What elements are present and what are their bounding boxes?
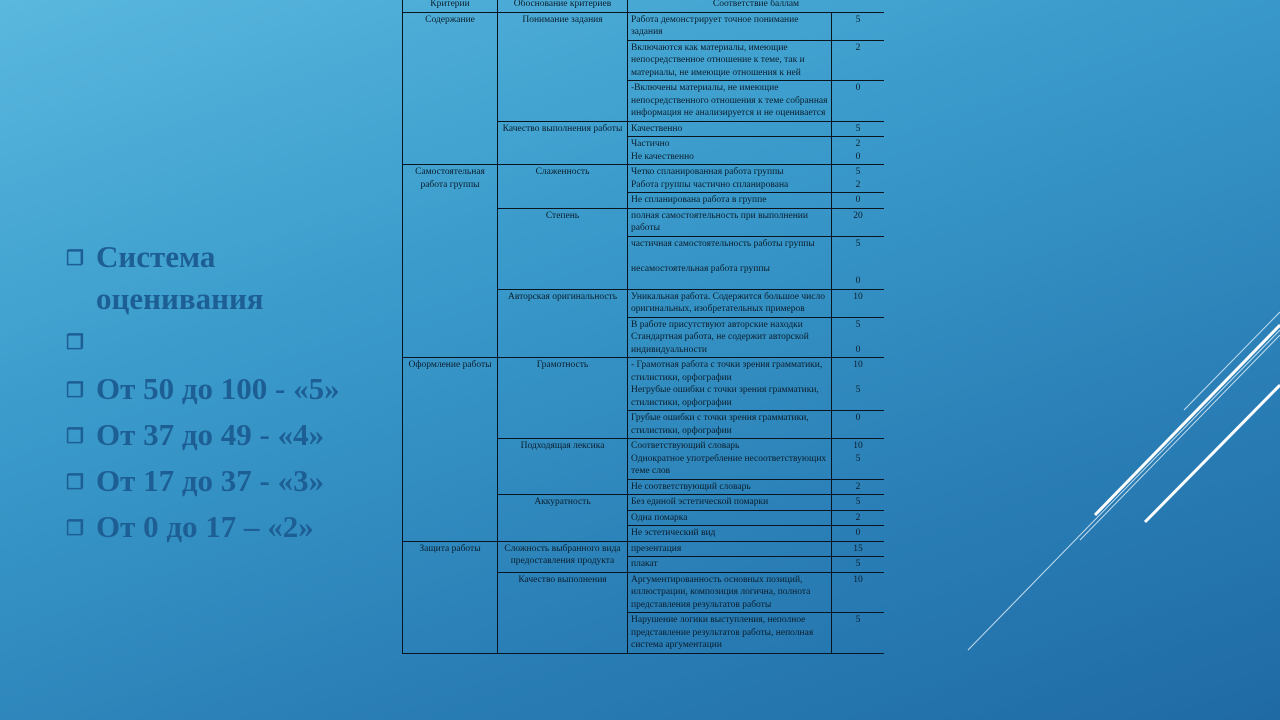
points-cell: 2 <box>832 479 885 495</box>
table-row <box>403 541 885 557</box>
decorative-lines <box>940 290 1280 660</box>
table-body <box>403 12 885 653</box>
points-cell: 5 <box>832 613 885 654</box>
bullet-marker-icon: ❐ <box>66 332 84 354</box>
bullet-marker-icon: ❐ <box>66 518 84 540</box>
basis-cell: Слаженность <box>498 165 628 209</box>
bullet-grade-3 <box>66 460 386 504</box>
description-cell: Не спланирована работа в группе <box>628 193 832 209</box>
bullet-marker-icon: ❐ <box>66 472 84 494</box>
bullet-title <box>66 236 386 320</box>
description-cell: плакат <box>628 557 832 573</box>
description-cell: презентация <box>628 541 832 557</box>
deco-line <box>1095 325 1280 515</box>
basis-cell: Авторская оригинальность <box>498 289 628 358</box>
points-cell: 0 <box>832 81 885 122</box>
points-cell: 10 5 <box>832 358 885 411</box>
points-cell: 2 <box>832 510 885 526</box>
basis-cell: Подходящая лексика <box>498 439 628 495</box>
criterion-cell: Оформление работы <box>403 358 498 542</box>
description-cell: Четко спланированная работа группы Работа группы частично спланирована <box>628 165 832 193</box>
bullet-text: Система оценивания <box>96 239 264 316</box>
points-cell: 2 <box>832 40 885 81</box>
description-cell: Соответствующий словарь Однократное употребление несоответствующих теме слов <box>628 439 832 480</box>
header-basis: Обоснование критериев <box>498 0 628 12</box>
basis-cell: Качество выполнения работы <box>498 121 628 165</box>
points-cell: 0 <box>832 411 885 439</box>
points-cell: 0 <box>832 526 885 542</box>
basis-cell: Грамотность <box>498 358 628 439</box>
description-cell: Аргументированность основных позиций, иллюстрации, композиция логична, полнота представления результатов работы <box>628 572 832 613</box>
description-cell: В работе присутствуют авторские находки Стандартная работа, не содержит авторской индивидуальности <box>628 317 832 358</box>
description-cell: частичная самостоятельность работы группы несамостоятельная работа группы <box>628 236 832 289</box>
deco-line <box>1145 385 1280 522</box>
points-cell: 0 <box>832 193 885 209</box>
bullet-text: От 0 до 17 – «2» <box>96 509 314 544</box>
bullet-grade-2 <box>66 506 386 550</box>
points-cell: 15 <box>832 541 885 557</box>
bullet-text: От 17 до 37 - «3» <box>96 463 325 498</box>
bullet-marker-icon: ❐ <box>66 426 84 448</box>
description-cell: Уникальная работа. Содержится большое число оригинальных, изобретательных примеров <box>628 289 832 317</box>
bullet-marker-icon: ❐ <box>66 380 84 402</box>
basis-cell: Сложность выбранного вида предоставления продукта <box>498 541 628 572</box>
deco-line <box>1184 312 1280 410</box>
points-cell: 5 <box>832 495 885 511</box>
points-cell: 20 <box>832 208 885 236</box>
description-cell: Качественно <box>628 121 832 137</box>
points-cell: 5 <box>832 557 885 573</box>
points-cell: 10 5 <box>832 439 885 480</box>
header-points: Соответствие баллам <box>628 0 885 12</box>
points-cell: 5 2 <box>832 165 885 193</box>
grading-table <box>402 0 884 654</box>
header-criteria: Критерии <box>403 0 498 12</box>
points-cell: 10 <box>832 572 885 613</box>
grading-table-container <box>402 0 884 720</box>
points-cell: 5 <box>832 121 885 137</box>
deco-line <box>968 330 1280 650</box>
description-cell: Одна помарка <box>628 510 832 526</box>
criterion-cell: Защита работы <box>403 541 498 653</box>
basis-cell: Понимание задания <box>498 12 628 121</box>
bullet-text: От 37 до 49 - «4» <box>96 417 325 452</box>
description-cell: Работа демонстрирует точное понимание задания <box>628 12 832 40</box>
criterion-cell: Самостоятельная работа группы <box>403 165 498 358</box>
description-cell: Частично Не качественно <box>628 137 832 165</box>
criterion-cell: Содержание <box>403 12 498 165</box>
description-cell: - Грамотная работа с точки зрения грамматики, стилистики, орфографии Негрубые ошибки с точки зрения грамматики, стилистики, орфографии <box>628 358 832 411</box>
description-cell: Нарушение логики выступления, неполное представление результатов работы, неполная система аргументации <box>628 613 832 654</box>
basis-cell: Аккуратность <box>498 495 628 542</box>
bullet-grade-4 <box>66 414 386 458</box>
basis-cell: Степень <box>498 208 628 289</box>
points-cell: 5 0 <box>832 317 885 358</box>
points-cell: 2 0 <box>832 137 885 165</box>
description-cell: Включаются как материалы, имеющие непосредственное отношение к теме, так и материалы, не имеющие отношения к ней <box>628 40 832 81</box>
points-cell: 10 <box>832 289 885 317</box>
description-cell: Не соответствующий словарь <box>628 479 832 495</box>
basis-cell: Качество выполнения <box>498 572 628 653</box>
bullet-text: От 50 до 100 - «5» <box>96 371 340 406</box>
table-header-row <box>403 0 885 12</box>
bullet-empty <box>66 320 386 366</box>
bullet-grade-5 <box>66 368 386 412</box>
description-cell: полная самостоятельность при выполнении работы <box>628 208 832 236</box>
bullet-list <box>66 236 386 550</box>
deco-line <box>1080 335 1280 540</box>
description-cell: Не эстетический вид <box>628 526 832 542</box>
points-cell: 5 0 <box>832 236 885 289</box>
table-row <box>403 12 885 40</box>
description-cell: Грубые ошибки с точки зрения грамматики, стилистики, орфографии <box>628 411 832 439</box>
description-cell: Без единой эстетической помарки <box>628 495 832 511</box>
bullet-marker-icon: ❐ <box>66 248 84 270</box>
points-cell: 5 <box>832 12 885 40</box>
table-row <box>403 165 885 193</box>
description-cell: -Включены материалы, не имеющие непосредственного отношения к теме собранная информация не анализируется и не оценивается <box>628 81 832 122</box>
table-row <box>403 358 885 411</box>
